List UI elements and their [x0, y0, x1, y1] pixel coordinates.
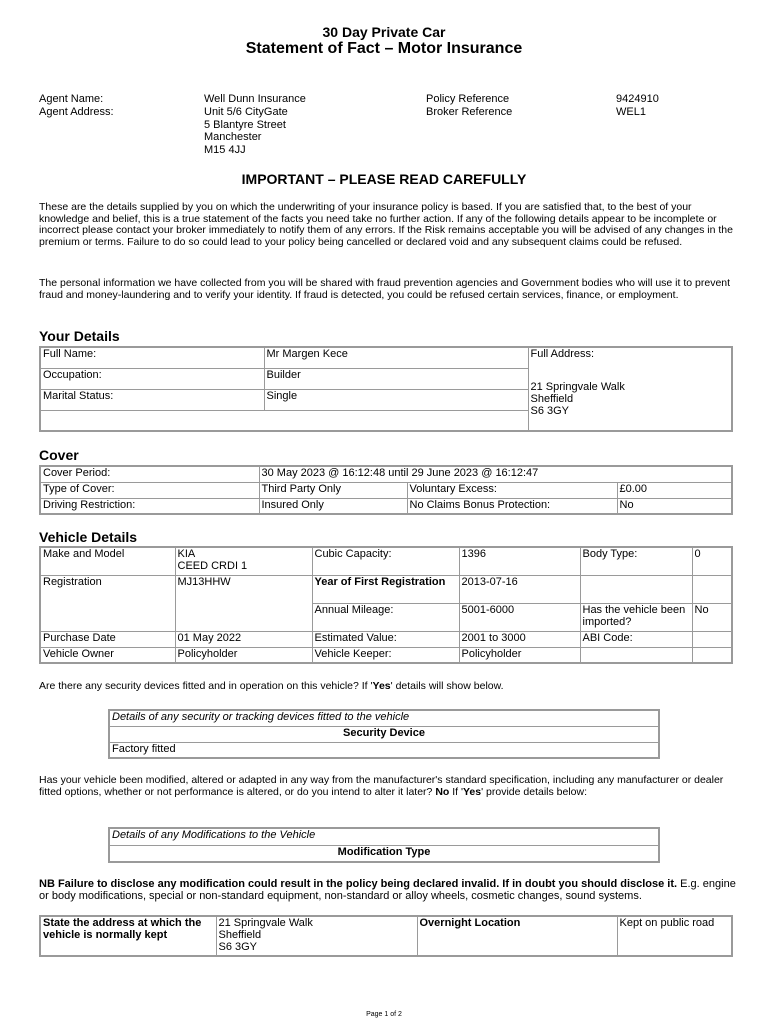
model: CEED CRDI 1	[177, 560, 248, 572]
occupation: Builder	[264, 368, 528, 389]
estimated-value: 2001 to 3000	[459, 631, 580, 647]
overnight-location: Kept on public road	[617, 916, 732, 956]
type-of-cover: Third Party Only	[259, 482, 407, 498]
empty-cell	[580, 647, 692, 663]
agent-address-line: Manchester	[204, 131, 262, 143]
annual-mileage: 5001-6000	[459, 603, 580, 631]
full-address-cell	[528, 347, 732, 431]
kept-address-line: Sheffield	[218, 929, 262, 941]
agent-address-label: Agent Address:	[39, 106, 114, 118]
important-paragraph: These are the details supplied by you on which the underwriting of your insurance policy is based. If you are satisfied that, to the best of your knowledge and belief, this is a true statement of the facts you need take no further action. If any of the following details appear to be incomplete or incorrect please contact your broker immediately to notify them of any errors. If the Risk remains acceptable you will be advised of any changes in the premium or terms. Failure to do so could lead to your policy being cancelled or declared void and any subsequent claims could be refused.	[39, 201, 733, 248]
full-address-line: S6 3GY	[530, 405, 570, 417]
modification-table-header: Modification Type	[109, 845, 659, 862]
broker-reference: WEL1	[616, 106, 646, 118]
security-table-header: Security Device	[109, 726, 659, 742]
first-registration: 2013-07-16	[459, 575, 580, 603]
modification-table-caption: Details of any Modifications to the Vehicle	[109, 828, 659, 845]
body-type: 0	[692, 547, 732, 575]
full-address-line: Sheffield	[530, 393, 574, 405]
vehicle-keeper-label: Vehicle Keeper:	[312, 647, 459, 663]
your-details-heading: Your Details	[39, 328, 120, 344]
make: KIA	[177, 548, 196, 560]
cover-table	[39, 465, 733, 515]
make-model-cell	[175, 547, 312, 575]
annual-mileage-label: Annual Mileage:	[312, 603, 459, 631]
estimated-value-label: Estimated Value:	[312, 631, 459, 647]
kept-address-cell	[216, 916, 417, 956]
voluntary-excess-label: Voluntary Excess:	[407, 482, 617, 498]
security-device-row: Factory fitted	[109, 742, 659, 758]
policy-reference-label: Policy Reference	[426, 93, 510, 105]
ncb-protection-label: No Claims Bonus Protection:	[407, 498, 617, 514]
document-title: Statement of Fact – Motor Insurance	[245, 40, 523, 57]
type-of-cover-label: Type of Cover:	[40, 482, 259, 498]
purchase-date: 01 May 2022	[175, 631, 312, 647]
empty-cell	[40, 410, 528, 431]
important-heading: IMPORTANT – PLEASE READ CAREFULLY	[241, 171, 527, 187]
driving-restriction: Insured Only	[259, 498, 407, 514]
registration-label: Registration	[40, 575, 175, 631]
ncb-protection: No	[617, 498, 732, 514]
cubic-capacity-label: Cubic Capacity:	[312, 547, 459, 575]
security-question: Are there any security devices fitted and in operation on this vehicle? If 'Yes' details will show below.	[39, 680, 504, 692]
vehicle-owner-label: Vehicle Owner	[40, 647, 175, 663]
vehicle-details-table	[39, 546, 733, 664]
full-name-label: Full Name:	[40, 347, 264, 368]
vehicle-owner: Policyholder	[175, 647, 312, 663]
first-registration-label: Year of First Registration	[312, 575, 459, 603]
privacy-paragraph: The personal information we have collected from you will be shared with fraud prevention agencies and Government bodies who will use it to prevent fraud and money-laundering and to verify your identity. If fraud is detected, you could be refused certain services, finance, or employment.	[39, 277, 731, 301]
page-number: Page 1 of 2	[366, 1011, 402, 1018]
vehicle-keeper: Policyholder	[459, 647, 580, 663]
vehicle-details-heading: Vehicle Details	[39, 529, 138, 545]
agent-name: Well Dunn Insurance	[204, 93, 306, 105]
driving-restriction-label: Driving Restriction:	[40, 498, 259, 514]
agent-name-label: Agent Name:	[39, 93, 104, 105]
voluntary-excess: £0.00	[617, 482, 732, 498]
modifications-table	[108, 827, 660, 863]
security-devices-table	[108, 709, 660, 759]
broker-reference-label: Broker Reference	[426, 106, 513, 118]
security-table-caption: Details of any security or tracking devices fitted to the vehicle	[109, 710, 659, 726]
cover-period: 30 May 2023 @ 16:12:48 until 29 June 2023 @ 16:12:47	[259, 466, 732, 482]
purchase-date-label: Purchase Date	[40, 631, 175, 647]
imported-label-cell	[580, 603, 692, 631]
kept-address-label: State the address at which the vehicle is normally kept	[40, 916, 216, 956]
occupation-label: Occupation:	[40, 368, 264, 389]
nb-disclosure-note: NB Failure to disclose any modification could result in the policy being declared invalid. If in doubt you should disclose it. E.g. engine or body modifications, special or non-standard equipment, non-standard or alloy wheels, cosmetic changes, sound systems.	[39, 878, 736, 902]
empty-cell	[580, 575, 692, 603]
full-name: Mr Margen Kece	[264, 347, 528, 368]
marital-status-label: Marital Status:	[40, 389, 264, 410]
overnight-location-label: Overnight Location	[417, 916, 617, 956]
marital-status: Single	[264, 389, 528, 410]
modification-question: Has your vehicle been modified, altered or adapted in any way from the manufacturer's standard specification, including any manufacturer or dealer fitted options, whether or not performance is altered, or do you intend to alter it later? No If 'Yes' provide details below:	[39, 774, 724, 798]
cubic-capacity: 1396	[459, 547, 580, 575]
kept-address-table	[39, 915, 733, 957]
agent-address-line: Unit 5/6 CityGate	[204, 106, 288, 118]
abi-code-label: ABI Code:	[580, 631, 692, 647]
full-address-line: 21 Springvale Walk	[530, 381, 625, 393]
policy-reference: 9424910	[616, 93, 659, 105]
cover-period-label: Cover Period:	[40, 466, 259, 482]
agent-address-line: M15 4JJ	[204, 144, 246, 156]
document-subtitle: 30 Day Private Car	[322, 24, 446, 40]
agent-address-line: 5 Blantyre Street	[204, 119, 286, 131]
imported-label: imported?	[582, 615, 632, 628]
full-address-label: Full Address:	[530, 348, 595, 360]
registration: MJ13HHW	[175, 575, 312, 631]
body-type-label: Body Type:	[580, 547, 692, 575]
cover-heading: Cover	[39, 447, 79, 463]
your-details-table	[39, 346, 733, 432]
kept-address-line: 21 Springvale Walk	[218, 917, 313, 929]
kept-address-line: S6 3GY	[218, 941, 258, 953]
imported-label: Has the vehicle been	[582, 603, 686, 616]
abi-code	[692, 631, 732, 647]
empty-cell	[692, 575, 732, 603]
imported: No	[692, 603, 732, 631]
empty-cell	[692, 647, 732, 663]
make-model-label: Make and Model	[40, 547, 175, 575]
